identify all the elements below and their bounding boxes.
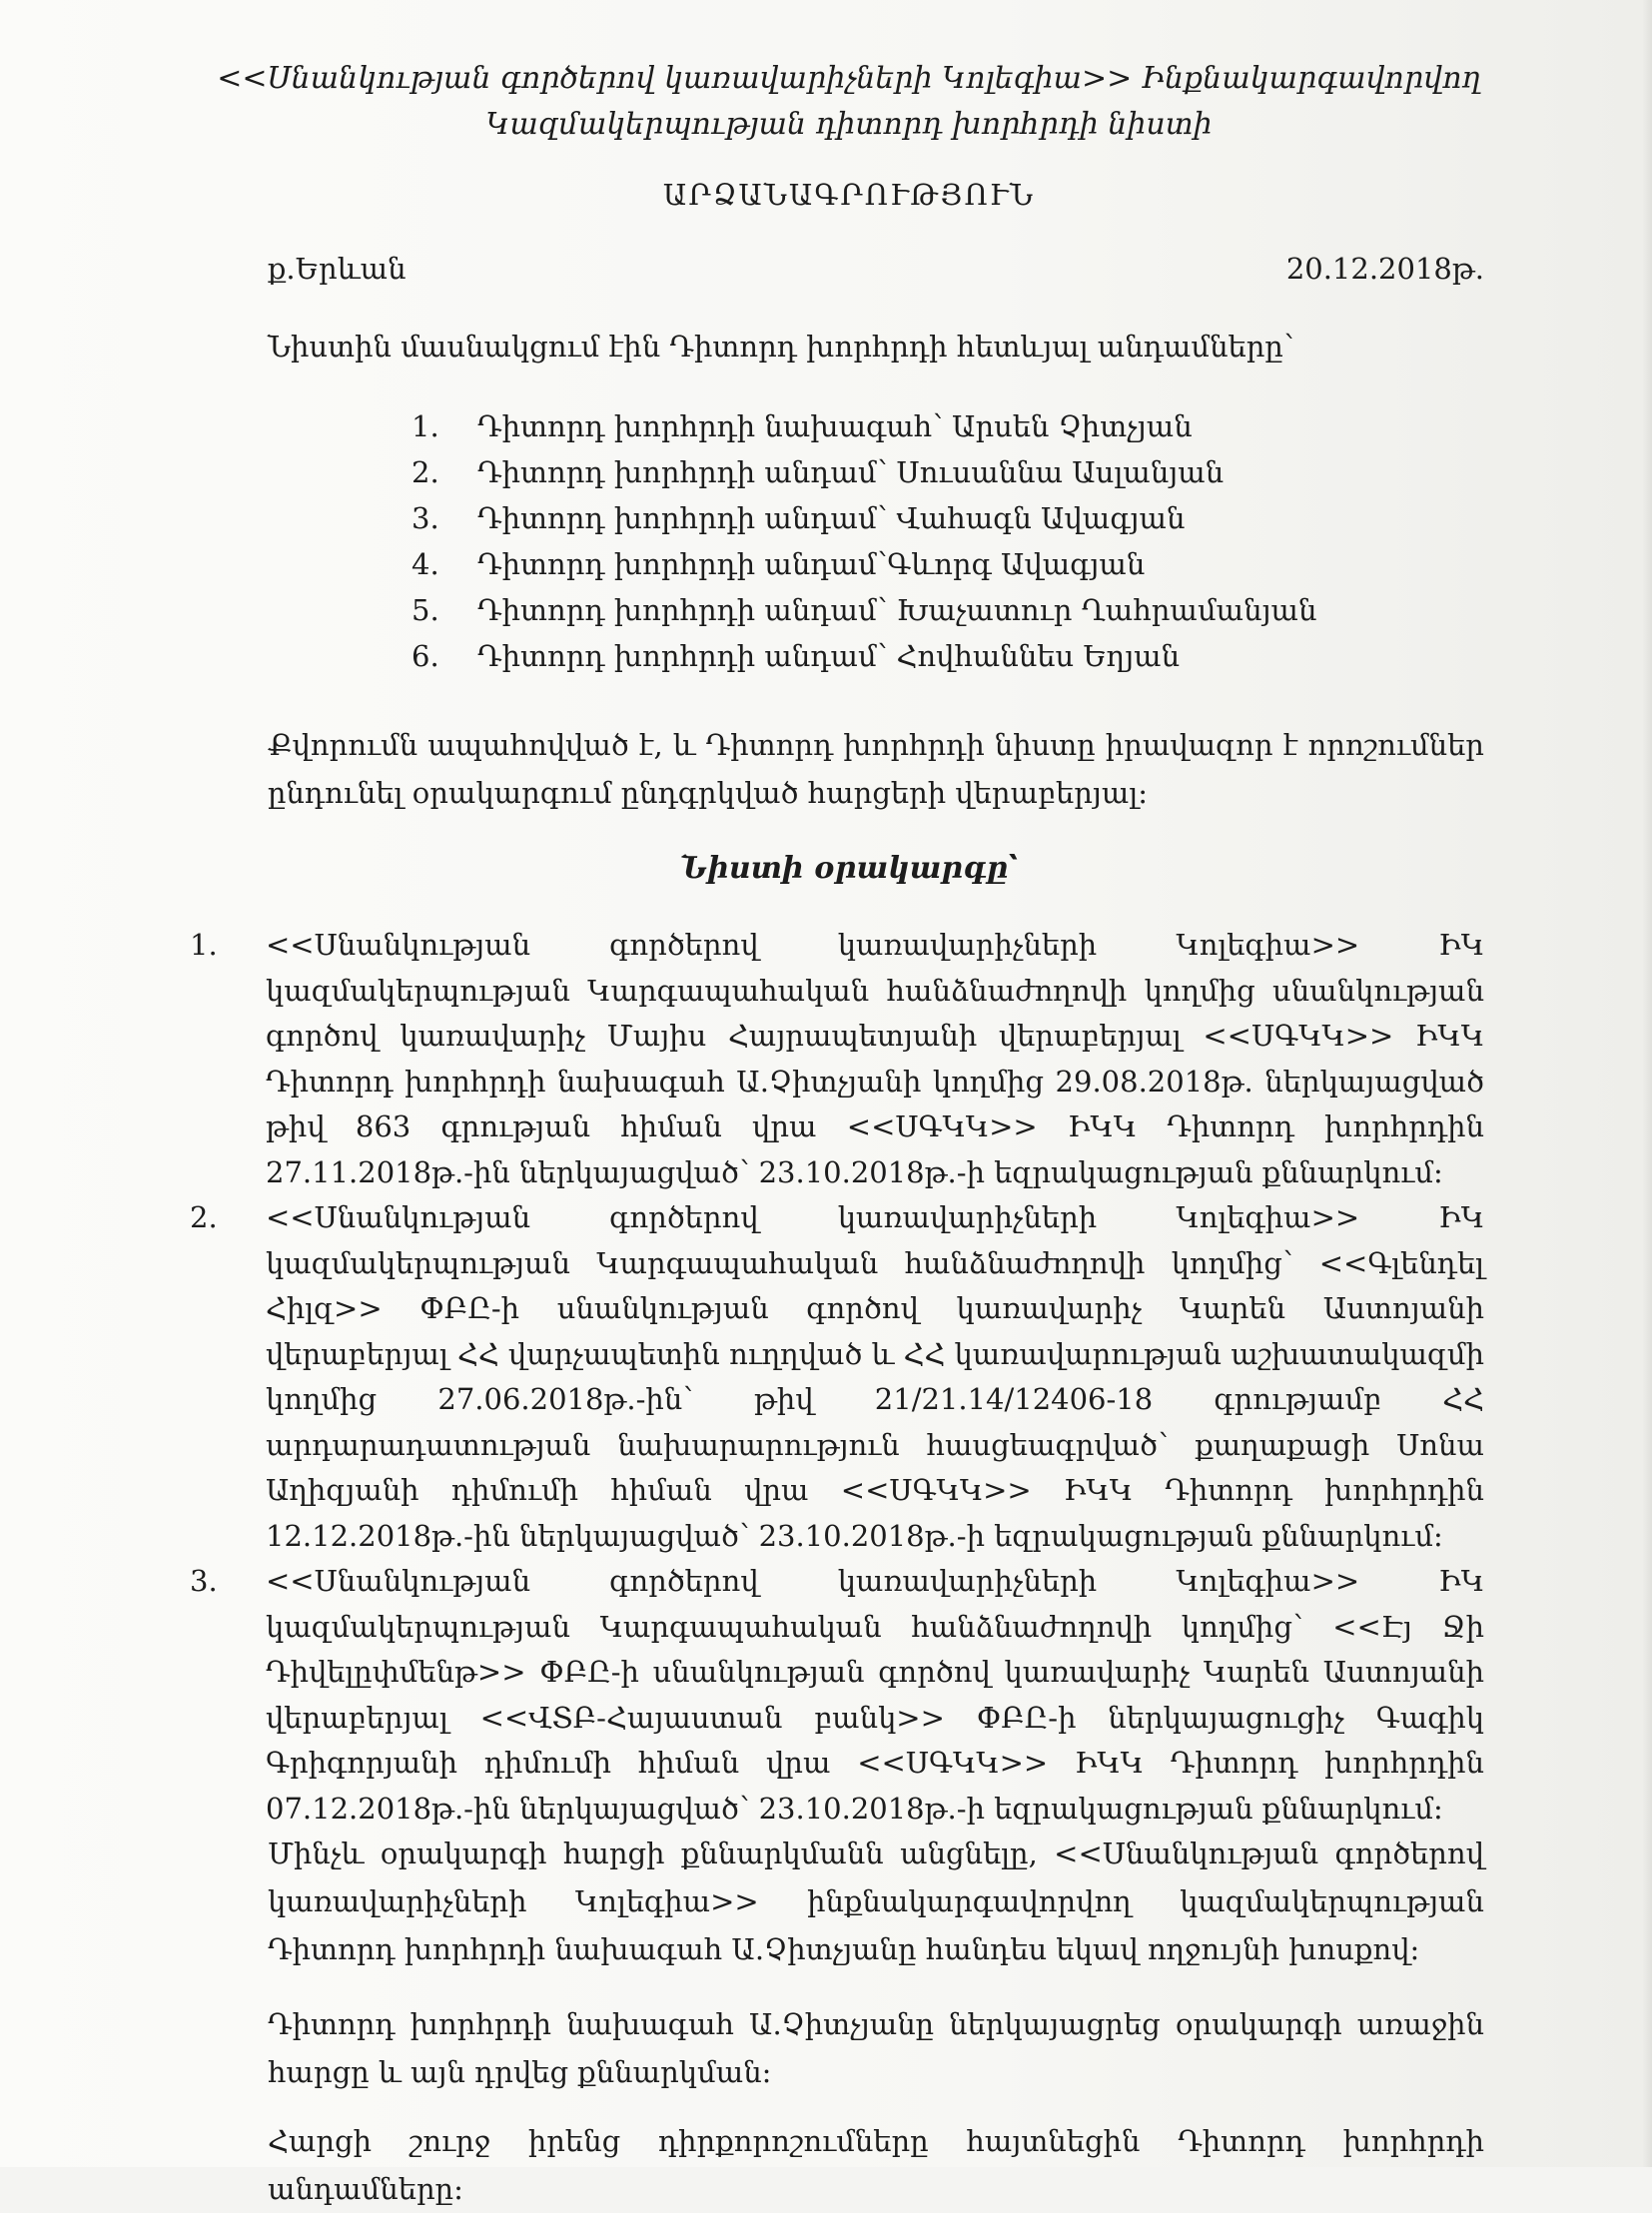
- quorum-paragraph: Քվորումն ապահովված է, և Դիտորդ խորհրդի նիստը իրավազոր է որոշումներ ընդունել օրակարգում ընդգրկված հարցերի վերաբերյալ:: [268, 728, 1484, 810]
- member-item: [412, 587, 1317, 633]
- member-text: Դիտորդ խորհրդի անդամ՝ Խաչատուր Ղահրամանյան: [477, 593, 1317, 627]
- agenda-number: 3.: [190, 1564, 218, 1598]
- opening-paragraph: Մինչև օրակարգի հարցի քննարկմանն անցնելը, <<Սնանկության գործերով կառավարիչների Կոլեգիա>> ինքնակարգավորվող կազմակերպության Դիտորդ խորհրդի նախագահ Ա.Չիտչյանը հանդես եկավ ողջույնի խոսքով:: [268, 1837, 1484, 1966]
- agenda-item: [190, 923, 1484, 1195]
- agenda-text: <<Սնանկության գործերով կառավարիչների Կոլեգիա>> ԻԿ կազմակերպության Կարգապահական հանձնաժողովի կողմից՝ <<Գլենդել Հիլզ>> ՓԲԸ-ի սնանկության գործով կառավարիչ Կարեն Աստոյանի վերաբերյալ ՀՀ վարչապետին ուղղված և ՀՀ կառավարության աշխատակազմի կողմից 27.06.2018թ.-ին՝ թիվ 21/21.14/12406-18 գրությամբ ՀՀ արդարադատության նախարարություն հասցեագրված՝ քաղաքացի Սոնա Աղիզյանի դիմումի հիման վրա <<ՍԳԿԿ>> ԻԿԿ Դիտորդ խորհրդին 12.12.2018թ.-ին ներկայացված՝ 23.10.2018թ.-ի եզրակացության քննարկում:: [266, 1200, 1485, 1553]
- attendance-intro: Նիստին մասնակցում էին Դիտորդ խորհրդի հետևյալ անդամները՝: [268, 330, 1294, 364]
- member-number: 5.: [412, 593, 439, 627]
- member-item: [412, 633, 1317, 679]
- member-number: 4.: [412, 547, 439, 581]
- member-text: Դիտորդ խորհրդի անդամ՝ Սուսաննա Ասլանյան: [477, 455, 1225, 489]
- member-item: [412, 541, 1317, 587]
- agenda-list: [190, 923, 1484, 1832]
- agenda-text: <<Սնանկության գործերով կառավարիչների Կոլեգիա>> ԻԿ կազմակերպության Կարգապահական հանձնաժողովի կողմից՝ <<Էյ Ջի Դիվելըփմենթ>> ՓԲԸ-ի սնանկության գործով կառավարիչ Կարեն Աստոյանի վերաբերյալ <<ՎՏԲ-Հայաստան բանկ>> ՓԲԸ-ի ներկայացուցիչ Գագիկ Գրիգորյանի դիմումի հիման վրա <<ՍԳԿԿ>> ԻԿԿ Դիտորդ խորհրդին 07.12.2018թ.-ին ներկայացված՝ 23.10.2018թ.-ի եզրակացության քննարկում:: [266, 1564, 1484, 1826]
- document-header: [200, 56, 1498, 148]
- city: ք.Երևան: [268, 252, 407, 286]
- header-line-1: <<Սնանկության գործերով կառավարիչների Կոլեգիա>> Ինքնակարգավորվող: [217, 61, 1481, 96]
- member-number: 2.: [412, 455, 439, 489]
- member-text: Դիտորդ խորհրդի անդամ՝Գևորգ Ավագյան: [477, 547, 1146, 581]
- agenda-number: 1.: [190, 928, 218, 962]
- member-text: Դիտորդ խորհրդի անդամ՝ Հովհաննես Եղյան: [477, 639, 1181, 673]
- members-opinions-paragraph: Հարցի շուրջ իրենց դիրքորոշումները հայտնեցին Դիտորդ խորհրդի անդամները:: [268, 2124, 1484, 2206]
- member-text: Դիտորդ խորհրդի անդամ՝ Վահագն Ավագյան: [477, 501, 1186, 535]
- member-text: Դիտորդ խորհրդի նախագահ՝ Արսեն Չիտչյան: [477, 409, 1193, 443]
- member-number: 1.: [412, 409, 439, 443]
- member-item: [412, 495, 1317, 541]
- page-edge-shadow: [1642, 0, 1652, 2167]
- agenda-title: Նիստի օրակարգը՝: [679, 851, 1019, 886]
- date: 20.12.2018թ.: [1285, 252, 1484, 286]
- member-item: [412, 449, 1317, 495]
- document-title: ԱՐՁԱՆԱԳՐՈՒԹՅՈՒՆ: [662, 178, 1036, 212]
- agenda-item: [190, 1195, 1484, 1559]
- member-item: [412, 403, 1317, 449]
- header-line-2: Կազմակերպության դիտորդ խորհրդի նիստի: [485, 107, 1213, 142]
- members-list: [412, 403, 1317, 679]
- member-number: 6.: [412, 639, 439, 673]
- first-question-paragraph: Դիտորդ խորհրդի նախագահ Ա.Չիտչյանը ներկայացրեց օրակարգի առաջին հարցը և այն դրվեց քննարկման:: [268, 2007, 1484, 2089]
- agenda-text: <<Սնանկության գործերով կառավարիչների Կոլեգիա>> ԻԿ կազմակերպության Կարգապահական հանձնաժողովի կողմից սնանկության գործով կառավարիչ Մայիս Հայրապետյանի վերաբերյալ <<ՍԳԿԿ>> ԻԿԿ Դիտորդ խորհրդի նախագահ Ա.Չիտչյանի կողմից 29.08.2018թ. ներկայացված թիվ 863 գրության հիման վրա <<ՍԳԿԿ>> ԻԿԿ Դիտորդ խորհրդին 27.11.2018թ.-ին ներկայացված՝ 23.10.2018թ.-ի եզրակացության քննարկում:: [266, 928, 1484, 1189]
- agenda-item: [190, 1559, 1484, 1832]
- member-number: 3.: [412, 501, 439, 535]
- agenda-number: 2.: [190, 1200, 218, 1234]
